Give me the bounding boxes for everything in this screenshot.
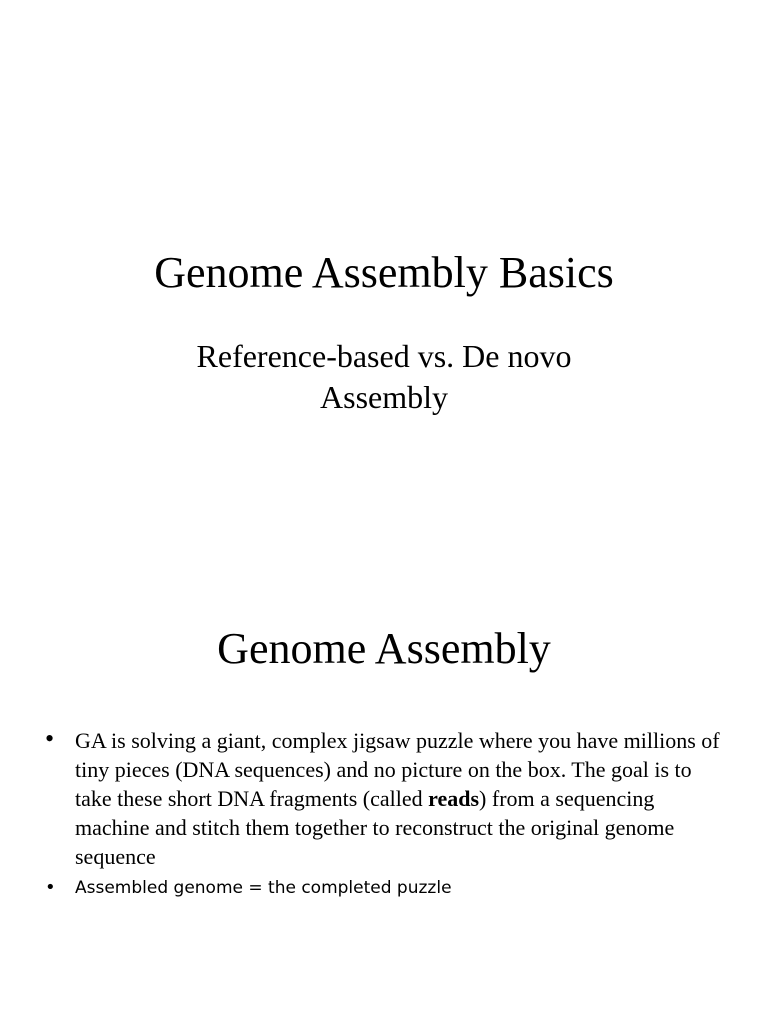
bullet-text-before-bold: GA is solving a giant, complex jigsaw puzzle where you have millions of tiny pieces (DNA sequences) and no picture on the box. The goal is to take these short DNA fragments (called <box>75 728 720 811</box>
slide-1-title: Genome Assembly Basics <box>154 248 614 297</box>
bullet-text-after-bold: ) from a sequencing machine and stitch them together to reconstruct the original genome sequence <box>75 786 675 869</box>
slide-1-subtitle <box>150 336 618 418</box>
slide-2-title: Genome Assembly <box>217 624 551 673</box>
bullet-marker: • <box>45 877 56 898</box>
bullet-text: Assembled genome = the completed puzzle <box>75 878 452 898</box>
bullet-bold-term: reads <box>428 786 480 811</box>
bullet-marker: • <box>45 724 55 753</box>
slide-1-subtitle-line-2: Assembly <box>320 379 448 415</box>
bullet-item-puzzle-analogy <box>40 726 730 871</box>
slide-2 <box>0 512 768 1024</box>
bullet-item-assembled-genome <box>40 877 730 899</box>
slide-1-subtitle-line-1: Reference-based vs. De novo <box>196 338 572 374</box>
bullet-list <box>40 726 730 899</box>
